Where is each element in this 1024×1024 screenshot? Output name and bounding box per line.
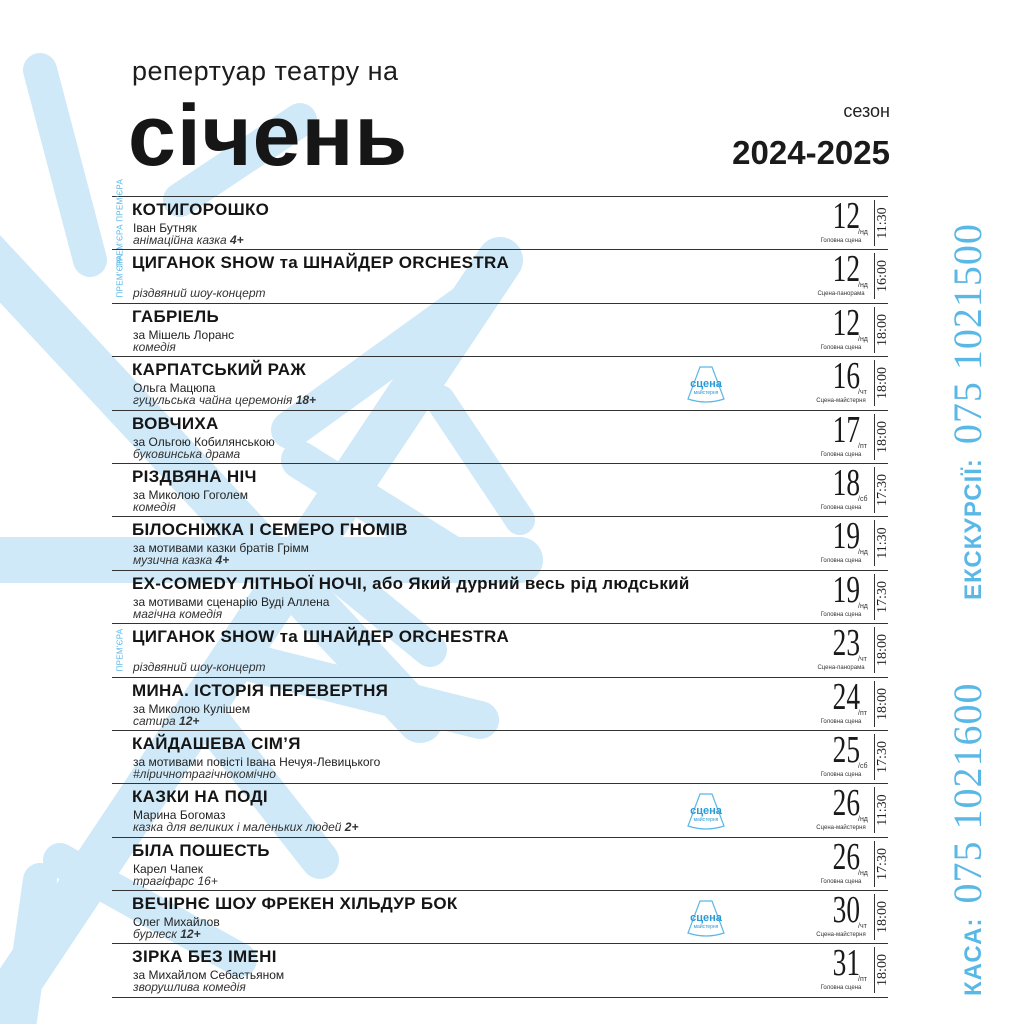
- age-rating: 4+: [215, 553, 230, 568]
- event-genre: [133, 980, 246, 994]
- premiere-label: ПРЕМ'ЄРА ПРЕМ'ЄРА: [115, 178, 125, 268]
- schedule-row[interactable]: [112, 356, 888, 409]
- event-title: КОТИГОРОШКО: [132, 200, 270, 219]
- event-time-text: 18:00: [875, 954, 890, 987]
- event-date: [812, 782, 870, 833]
- day-number: 17: [832, 408, 860, 451]
- stage-name: Сцена-панорама: [817, 291, 865, 298]
- event-title: EX-COMEDY ЛІТНЬОЇ НОЧІ, або Який дурний весь рід людський: [132, 573, 690, 593]
- day-number: 12: [832, 195, 860, 237]
- age-rating: 2+: [344, 820, 359, 835]
- event-author: Олег Михайлов: [133, 915, 220, 930]
- season-label: сезон: [843, 101, 890, 121]
- event-date: [812, 461, 870, 513]
- stage-name: Головна сцена: [820, 504, 862, 511]
- event-date: [812, 675, 870, 727]
- event-time-text: 11:30: [875, 207, 890, 239]
- event-author: Марина Богомаз: [133, 808, 226, 823]
- event-title: ГАБРІЕЛЬ: [132, 306, 220, 326]
- event-genre-text: різдвяний шоу-концерт: [133, 286, 266, 301]
- event-author: за Ольгою Кобилянською: [133, 434, 275, 449]
- event-genre: [133, 233, 244, 247]
- day-number: 25: [832, 728, 860, 771]
- logo-line1: сцена: [690, 912, 722, 925]
- age-rating: 4+: [230, 233, 244, 247]
- logo-line1: сцена: [690, 805, 722, 818]
- event-genre: [133, 767, 276, 781]
- stage-name: Сцена-майстерня: [816, 398, 866, 405]
- event-time: [876, 360, 890, 406]
- event-genre: [133, 286, 266, 300]
- event-title: БІЛА ПОШЕСТЬ: [132, 840, 270, 860]
- logo-line2: майстерня: [693, 924, 719, 931]
- event-date: [812, 728, 870, 780]
- weekday: /пт: [858, 976, 867, 984]
- weekday: /нд: [858, 816, 868, 824]
- event-date: [812, 408, 870, 460]
- event-time-text: 17:30: [875, 740, 890, 773]
- event-time-text: 18:00: [875, 313, 890, 346]
- logo-line2: майстерня: [693, 390, 719, 397]
- event-genre-text: магічна комедія: [133, 606, 223, 621]
- stage-name: Головна сцена: [820, 451, 862, 458]
- event-title: ЦИГАНОК SHOW та ШНАЙДЕР ORCHESTRA: [132, 627, 510, 647]
- event-time: [876, 574, 890, 620]
- event-author: за мотивами казки братів Грімм: [133, 541, 309, 556]
- event-time-text: 11:30: [875, 794, 890, 826]
- weekday: /чт: [858, 389, 867, 397]
- event-time-text: 16:00: [875, 260, 890, 293]
- day-number: 16: [832, 355, 860, 398]
- age-rating: 18+: [295, 393, 317, 408]
- schedule-row[interactable]: [112, 730, 888, 783]
- schedule-row[interactable]: [112, 463, 888, 516]
- premiere-marker: [112, 253, 128, 299]
- event-genre-text: музична казка: [133, 553, 213, 568]
- stage-name: Головна сцена: [820, 878, 862, 885]
- event-genre-text: зворушлива комедія: [133, 980, 246, 995]
- event-genre: [133, 340, 176, 354]
- age-rating: 12+: [180, 927, 201, 942]
- event-title: ВОВЧИХА: [132, 413, 219, 433]
- event-author: Карел Чапек: [133, 861, 204, 876]
- event-time: [876, 253, 890, 299]
- event-title: ЗІРКА БЕЗ ІМЕНІ: [132, 947, 277, 967]
- event-date: [812, 355, 870, 406]
- event-date: [812, 835, 870, 887]
- event-genre: [133, 820, 358, 834]
- premiere-label: ПРЕМ'ЄРА: [115, 254, 125, 298]
- day-number: 12: [832, 301, 860, 344]
- event-time-text: 17:30: [875, 847, 890, 880]
- schedule-row[interactable]: [112, 783, 888, 836]
- event-title: РІЗДВЯНА НІЧ: [132, 466, 257, 486]
- stage-name: Головна сцена: [820, 771, 862, 778]
- event-title: КАЙДАШЕВА СІМ’Я: [132, 733, 301, 753]
- day-number: 19: [832, 568, 860, 611]
- box-office-label: КАСА:: [960, 917, 987, 996]
- stage-workshop-icon: [678, 790, 734, 832]
- event-author: за мотивами повісті Івана Нечуя-Левицького: [133, 754, 381, 769]
- weekday: /нд: [858, 549, 868, 557]
- event-genre-text: бурлеск: [133, 927, 177, 942]
- event-time-text: 18:00: [875, 634, 890, 667]
- event-title: КАЗКИ НА ПОДІ: [132, 787, 268, 807]
- schedule-row[interactable]: [112, 249, 888, 302]
- event-time: [876, 841, 890, 887]
- event-author: за Мішель Лоранс: [133, 327, 235, 342]
- event-title: МИНА. ІСТОРІЯ ПЕРЕВЕРТНЯ: [132, 680, 389, 700]
- schedule-row[interactable]: [112, 303, 888, 356]
- day-number: 24: [832, 675, 860, 718]
- event-author: Іван Бутняк: [133, 221, 197, 235]
- excursions-label: ЕКСКУРСІЇ:: [960, 458, 987, 600]
- event-time: [876, 734, 890, 780]
- stage-workshop-logo: [678, 363, 734, 405]
- event-date: [812, 568, 870, 620]
- event-time: [876, 681, 890, 727]
- weekday: /сб: [858, 495, 868, 503]
- event-genre: [133, 393, 316, 407]
- weekday: /пт: [858, 442, 867, 450]
- event-author: за Миколою Гоголем: [133, 487, 248, 502]
- stage-workshop-logo: [678, 790, 734, 832]
- event-time: [876, 520, 890, 566]
- event-author: за Михайлом Себастьяном: [133, 968, 285, 983]
- premiere-label: ПРЕМ'ЄРА: [115, 628, 125, 672]
- event-time-text: 18:00: [875, 420, 890, 453]
- stage-name: Головна сцена: [820, 344, 862, 351]
- day-number: 26: [832, 782, 860, 825]
- event-date: [812, 195, 870, 246]
- event-genre: [133, 874, 218, 888]
- stage-name: Головна сцена: [820, 611, 862, 618]
- event-genre-text: різдвяний шоу-концерт: [133, 660, 266, 675]
- stage-name: Головна сцена: [820, 718, 862, 725]
- event-time: [876, 627, 890, 673]
- box-office-contact: [944, 683, 991, 996]
- event-title: КАРПАТСЬКИЙ РАЖ: [132, 360, 307, 380]
- weekday: /нд: [858, 229, 868, 236]
- stage-workshop-logo: [678, 897, 734, 939]
- event-genre: [133, 447, 240, 461]
- stage-name: Головна сцена: [820, 238, 862, 244]
- event-author: за Миколою Кулішем: [133, 701, 251, 716]
- event-genre-text: гуцульська чайна церемонія: [133, 393, 293, 408]
- schedule-row[interactable]: [112, 410, 888, 463]
- event-time-text: 18:00: [875, 901, 890, 934]
- day-number: 23: [832, 622, 860, 665]
- day-number: 31: [832, 942, 860, 985]
- stage-name: Сцена-майстерня: [816, 825, 866, 832]
- event-genre-text: комедія: [133, 339, 176, 354]
- event-date: [812, 942, 870, 993]
- schedule-row[interactable]: [112, 890, 888, 943]
- event-time-text: 11:30: [875, 527, 890, 560]
- event-genre-text: комедія: [133, 499, 176, 514]
- event-date: [812, 889, 870, 940]
- schedule-row[interactable]: [112, 943, 888, 997]
- schedule-row[interactable]: [112, 677, 888, 730]
- stage-name: Головна сцена: [820, 985, 862, 992]
- logo-line2: майстерня: [693, 817, 719, 824]
- premiere-marker: [112, 627, 128, 673]
- event-time-text: 17:30: [875, 474, 890, 506]
- day-number: 18: [832, 461, 860, 504]
- schedule-row[interactable]: [112, 837, 888, 890]
- event-genre: [133, 714, 199, 728]
- weekday: /нд: [858, 335, 868, 343]
- schedule-table: [112, 178, 890, 998]
- event-date: [812, 248, 870, 299]
- stage-name: Головна сцена: [820, 558, 862, 565]
- event-title: БІЛОСНІЖКА І СЕМЕРО ГНОМІВ: [132, 520, 408, 540]
- event-time: [876, 200, 890, 246]
- event-genre-text: #ліричнотрагічнокомічно: [133, 766, 276, 781]
- event-genre-text: казка для великих і маленьких людей: [133, 820, 342, 835]
- stage-name: Сцена-панорама: [817, 665, 865, 672]
- event-author: за мотивами сценарію Вуді Аллена: [133, 594, 330, 609]
- season-years: 2024-2025: [732, 134, 890, 171]
- event-time: [876, 947, 890, 993]
- day-number: 26: [832, 835, 860, 878]
- event-time: [876, 467, 890, 513]
- event-genre: [133, 500, 176, 514]
- schedule-row[interactable]: [112, 623, 888, 676]
- stage-name: Сцена-майстерня: [816, 932, 866, 939]
- weekday: /нд: [858, 282, 868, 290]
- event-time: [876, 787, 890, 833]
- event-time-text: 17:30: [875, 580, 890, 613]
- event-genre: [133, 553, 229, 567]
- weekday: /сб: [858, 762, 868, 770]
- event-genre-text: трагіфарс 16+: [133, 873, 218, 888]
- event-author: Ольга Мацюпа: [133, 381, 216, 396]
- excursions-contact: [944, 223, 991, 600]
- weekday: /пт: [858, 709, 867, 717]
- weekday: /нд: [858, 602, 868, 610]
- day-number: 12: [832, 248, 860, 291]
- page-title: січень: [128, 88, 409, 184]
- event-time: [876, 307, 890, 353]
- event-date: [812, 622, 870, 673]
- day-number: 19: [832, 515, 860, 558]
- event-time: [876, 414, 890, 460]
- weekday: /чт: [858, 923, 867, 931]
- event-date: [812, 515, 870, 566]
- event-genre-text: буковинська драма: [133, 446, 241, 461]
- premiere-marker: [112, 178, 128, 268]
- event-genre-text: анімаційна казка: [133, 233, 227, 247]
- event-genre: [133, 607, 222, 621]
- stage-workshop-icon: [678, 363, 734, 405]
- schedule-row[interactable]: [112, 570, 888, 623]
- age-rating: 12+: [179, 713, 200, 728]
- stage-workshop-icon: [678, 897, 734, 939]
- event-time: [876, 894, 890, 940]
- event-genre: [133, 927, 201, 941]
- day-number: 30: [832, 889, 860, 932]
- header-subtitle: репертуар театру на: [132, 56, 399, 86]
- event-title: ЦИГАНОК SHOW та ШНАЙДЕР ORCHESTRA: [132, 253, 510, 273]
- logo-line1: сцена: [690, 378, 722, 391]
- excursions-phone[interactable]: 075 1021500: [945, 223, 990, 445]
- event-time-text: 18:00: [875, 367, 890, 400]
- event-genre-text: сатира: [133, 713, 176, 728]
- weekday: /чт: [858, 656, 867, 664]
- event-genre: [133, 660, 266, 674]
- event-title: ВЕЧІРНЄ ШОУ ФРЕКЕН ХІЛЬДУР БОК: [132, 894, 458, 914]
- event-time-text: 18:00: [875, 687, 890, 720]
- weekday: /нд: [858, 869, 868, 877]
- box-office-phone[interactable]: 075 1021600: [945, 682, 990, 904]
- event-date: [812, 301, 870, 353]
- schedule-row[interactable]: [112, 516, 888, 569]
